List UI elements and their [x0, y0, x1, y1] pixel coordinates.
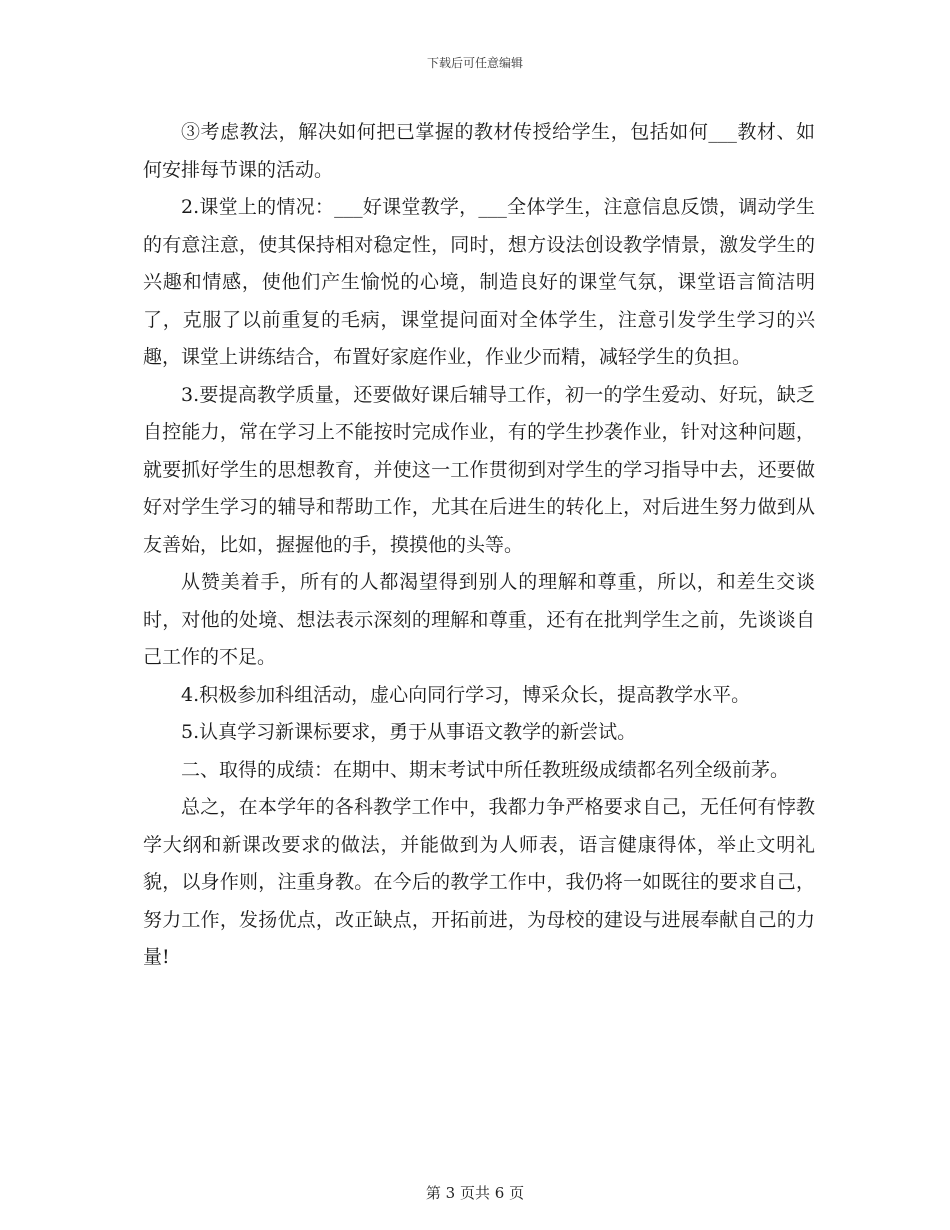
- paragraph: ③考虑教法，解决如何把已掌握的教材传授给学生，包括如何___教材、如何安排每节课的活动。: [143, 121, 815, 181]
- paragraph: 总之，在本学年的各科教学工作中，我都力争严格要求自己，无任何有悖教学大纲和新课改要求的做法，并能做到为人师表，语言健康得体，举止文明礼貌，以身作则，注重身教。在今后的教学工作中，我仍将一如既往的要求自己，努力工作，发扬优点，改正缺点，开拓前进，为母校的建设与进展奉献自己的力量!: [143, 796, 815, 968]
- paragraph: 5.认真学习新课标要求，勇于从事语文教学的新尝试。: [181, 721, 637, 743]
- paragraph: 4.积极参加科组活动，虚心向同行学习，博采众长，提高教学水平。: [181, 683, 751, 706]
- paragraph: 二、取得的成绩：在期中、期末考试中所任教班级成绩都名列全级前茅。: [181, 758, 790, 781]
- paragraph: 从赞美着手，所有的人都渴望得到别人的理解和尊重，所以，和差生交谈时，对他的处境、想法表示深刻的理解和尊重，还有在批判学生之前，先谈谈自己工作的不足。: [143, 571, 815, 668]
- paragraph: 2.课堂上的情况：___好课堂教学，___全体学生，注意信息反馈，调动学生的有意注意，使其保持相对稳定性，同时，想方设法创设教学情景，激发学生的兴趣和情感，使他们产生愉悦的心境，制造良好的课堂气氛，课堂语言简洁明了，克服了以前重复的毛病，课堂提问面对全体学生，注意引发学生学习的兴趣，课堂上讲练结合，布置好家庭作业，作业少而精，减轻学生的负担。: [143, 196, 815, 368]
- document-body: [143, 114, 815, 977]
- page-header: 下载后可任意编辑: [426, 56, 523, 70]
- paragraph: 3.要提高教学质量，还要做好课后辅导工作，初一的学生爱动、好玩，缺乏自控能力，常在学习上不能按时完成作业，有的学生抄袭作业，针对这种问题，就要抓好学生的思想教育，并使这一工作贯彻到对学生的学习指导中去，还要做好对学生学习的辅导和帮助工作，尤其在后进生的转化上，对后进生努力做到从友善始，比如，握握他的手，摸摸他的头等。: [143, 383, 815, 556]
- page-footer: 第 3 页共 6 页: [425, 1184, 525, 1202]
